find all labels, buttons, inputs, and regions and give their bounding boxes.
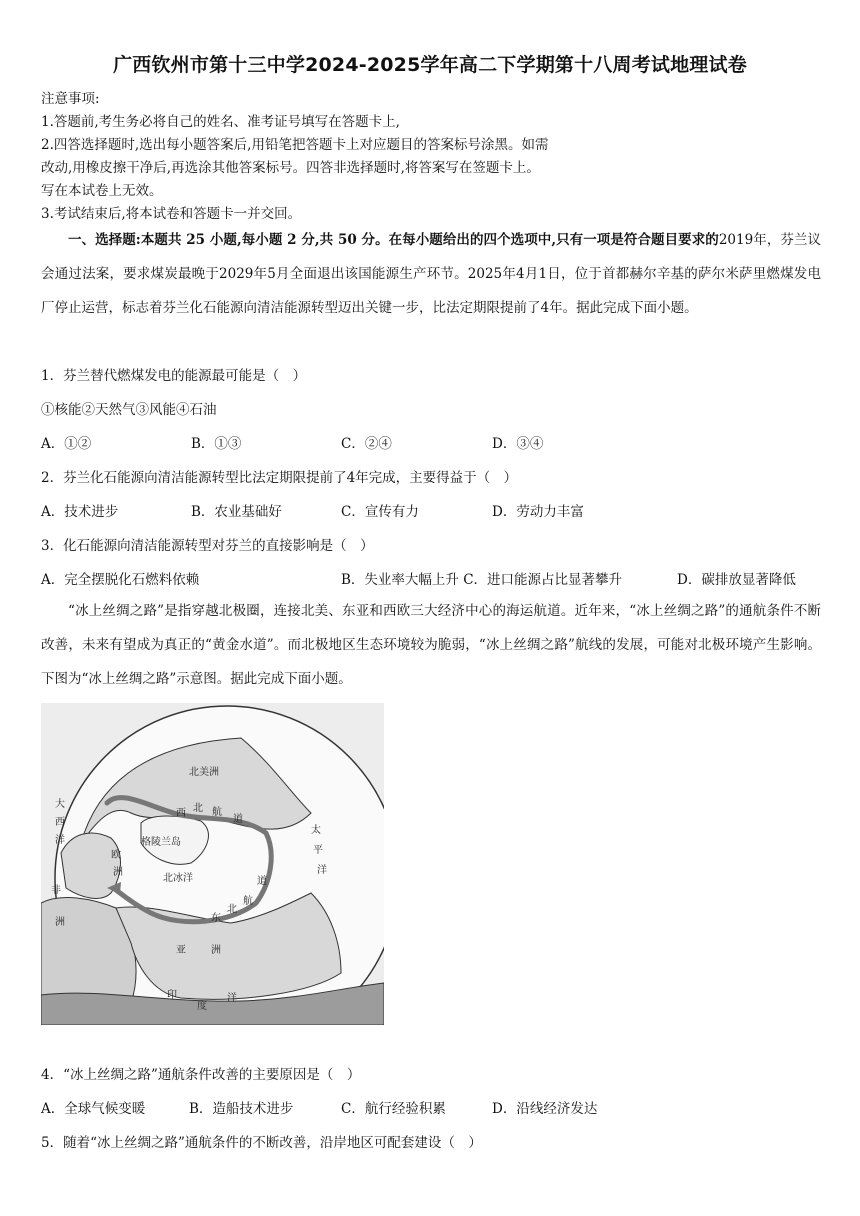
option-d[interactable]: D．劳动力丰富	[492, 504, 584, 520]
map-label-indian: 洋	[227, 993, 237, 1004]
section-passage-2: “冰上丝绸之路”是指穿越北极圈，连接北美、东亚和西欧三大经济中心的海运航道。近年来，“冰上丝绸之路”的通航条件不断改善，未来有望成为真正的“黄金水道”。而北极地区生态环境较为脆弱，“冰上丝绸之路”航线的发展，可能对北极环境产生影响。下图为“冰上丝绸之路”示意图。据此完成下面小题。	[41, 603, 821, 687]
option-a[interactable]: A．技术进步	[41, 504, 119, 520]
option-c[interactable]: C．②④	[341, 436, 392, 452]
notice-line: 写在本试卷上无效。	[41, 183, 163, 199]
map-label-indian: 度	[197, 1001, 207, 1012]
question-1-statements: ①核能②天然气③风能④石油	[41, 402, 217, 418]
map-label-pacific: 洋	[317, 865, 327, 876]
option-b[interactable]: B．农业基础好	[191, 504, 282, 520]
page-title: 广西钦州市第十三中学2024-2025学年高二下学期第十八周考试地理试卷	[113, 54, 747, 76]
map-label-northeast-route: 航	[243, 896, 253, 907]
option-b-c[interactable]: B．失业率大幅上升 C．进口能源占比显著攀升	[341, 572, 623, 588]
map-label-europe: 欧	[111, 850, 121, 861]
map-label-atlantic: 洋	[55, 835, 65, 846]
map-label-northwest-route: 航	[212, 807, 222, 818]
notice-line: 3.考试结束后,将本试卷和答题卡一并交回。	[41, 206, 302, 222]
option-a[interactable]: A．全球气候变暖	[41, 1101, 146, 1117]
section-passage-1	[41, 223, 821, 325]
map-label-pacific: 平	[313, 845, 323, 856]
map-label-greenland: 格陵兰岛	[141, 837, 181, 848]
option-b[interactable]: B．①③	[191, 436, 242, 452]
notice-line: 改动,用橡皮擦干净后,再选涂其他答案标号。四答非选择题时,将答案写在签题卡上。	[41, 160, 540, 176]
map-label-pacific: 太	[311, 825, 321, 836]
notice-block	[41, 88, 821, 226]
map-label-asia: 洲	[211, 945, 221, 956]
notice-heading: 注意事项:	[41, 91, 100, 107]
question-2-stem: 2．芬兰化石能源向清洁能源转型比法定期限提前了4年完成，主要得益于（ ）	[41, 470, 518, 486]
notice-line: 1.答题前,考生务必将自己的姓名、准考证号填写在答题卡上,	[41, 114, 400, 130]
notice-line: 2.四答选择题时,选出每小题答案后,用铅笔把答题卡上对应题目的答案标号涂黑。如需	[41, 137, 549, 153]
map-label-northeast-route: 东	[211, 913, 221, 924]
map-label-northwest-route: 西	[176, 808, 186, 819]
map-label-asia: 亚	[176, 945, 186, 956]
question-5-stem: 5．随着“冰上丝绸之路”通航条件的不断改善，沿岸地区可配套建设（ ）	[41, 1135, 482, 1151]
question-3-stem: 3．化石能源向清洁能源转型对芬兰的直接影响是（ ）	[41, 538, 374, 554]
map-label-northeast-route: 道	[257, 876, 267, 887]
map-label-indian: 印	[167, 990, 177, 1001]
option-c[interactable]: C．宣传有力	[341, 504, 419, 520]
map-label-arctic: 北冰洋	[163, 873, 193, 884]
map-label-northwest-route: 道	[233, 814, 243, 825]
map-label-atlantic: 大	[55, 799, 65, 810]
section-heading: 一、选择题:本题共 25 小题,每小题 2 分,共 50 分。在每小题给出的四个选项中,只有一项是符合题目要求的	[68, 232, 719, 248]
map-label-africa: 洲	[55, 917, 65, 928]
map-label-northwest-route: 北	[193, 803, 203, 814]
question-1-stem: 1．芬兰替代燃煤发电的能源最可能是（ ）	[41, 368, 307, 384]
map-svg	[41, 703, 384, 1025]
option-d[interactable]: D．③④	[492, 436, 544, 452]
option-a[interactable]: A．完全摆脱化石燃料依赖	[41, 572, 200, 588]
map-label-africa: 非	[51, 885, 61, 896]
option-b[interactable]: B．造船技术进步	[189, 1101, 294, 1117]
ice-silk-road-map	[41, 703, 384, 1025]
map-label-atlantic: 西	[55, 817, 65, 828]
option-a[interactable]: A．①②	[41, 436, 92, 452]
option-c[interactable]: C．航行经验积累	[341, 1101, 446, 1117]
passage-1-text: 2019年，芬兰议会通过法案，要求煤炭最晚于2029年5月全面退出该国能源生产环节。2025年4月1日，位于首都赫尔辛基的萨尔米萨里燃煤发电厂停止运营，标志着芬兰化石能源向清洁能源转型迈出关键一步，比法定期限提前了4年。据此完成下面小题。	[41, 232, 822, 316]
option-d[interactable]: D．沿线经济发达	[492, 1101, 598, 1117]
question-4-stem: 4．“冰上丝绸之路”通航条件改善的主要原因是（ ）	[41, 1067, 361, 1083]
option-d[interactable]: D．碳排放显著降低	[677, 572, 796, 588]
map-label-northeast-route: 北	[227, 904, 237, 915]
map-label-north-america: 北美洲	[189, 767, 219, 778]
map-label-europe: 洲	[113, 867, 123, 878]
